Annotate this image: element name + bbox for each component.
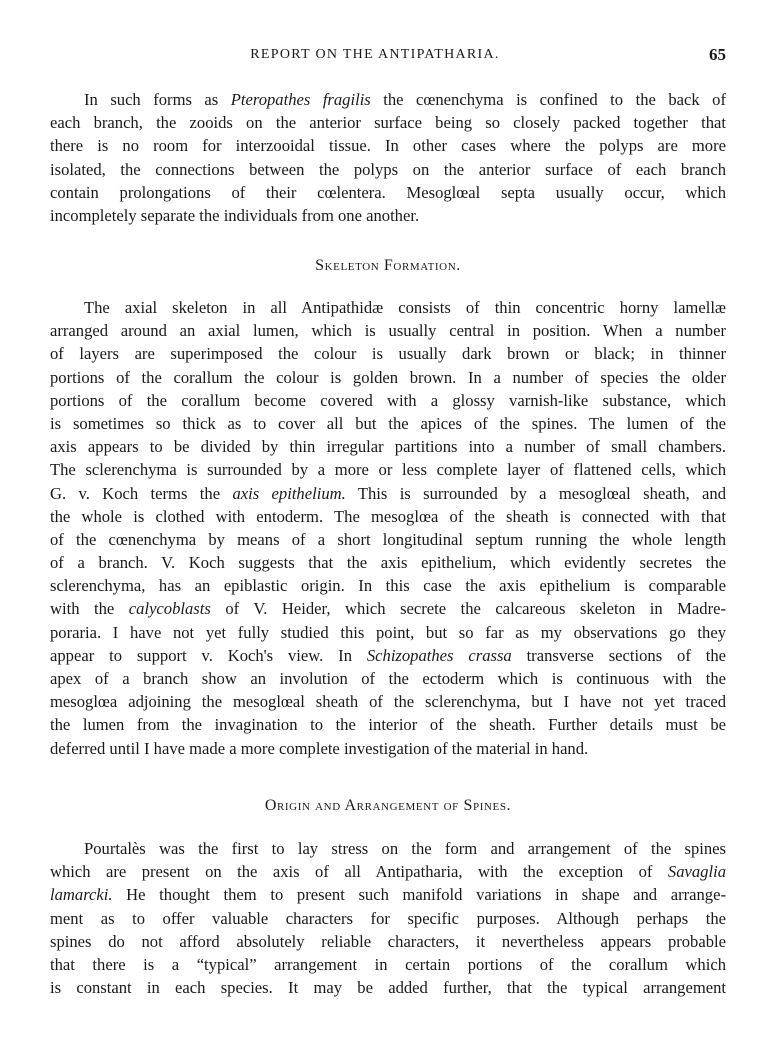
text-line [50,366,726,389]
text-span: the lumen from the invagination to the interior of the sheath. Further details must be [50,715,726,735]
text-span: spines do not afford absolutely reliable characters, it nevertheless appears probable [50,931,726,951]
paragraph [50,837,726,999]
text-line [50,319,726,342]
text-span: is constant in each species. It may be added further, that the typical arrangement [50,978,726,998]
text-span: portions of the corallum the colour is golden brown. In a number of species the older [50,367,726,387]
text-span: there is no room for interzooidal tissue. In other cases where the polyps are more [50,136,726,156]
text-span: poraria. I have not yet fully studied this point, but so far as my observations go they [50,622,726,642]
italic-text: calycoblasts [128,599,211,619]
text-span: arranged around an axial lumen, which is usually central in position. When a number [50,321,726,341]
italic-text: Pteropathes fragilis [230,90,371,109]
text-line [50,181,726,204]
text-line [50,528,726,551]
text-span: incompletely separate the individuals from one another. [50,205,420,225]
text-span: G. v. Koch terms the [50,483,233,503]
text-line [50,158,726,181]
text-line [50,976,726,999]
text-span: the cœnenchyma is confined to the back of [370,90,726,109]
text-span: that there is a “typical” arrangement in certain portions of the corallum which [50,954,726,974]
text-line [50,597,726,620]
text-span: isolated, the connections between the polyps on the anterior surface of each branch [50,159,726,179]
text-line [50,907,726,930]
text-line [50,111,726,134]
paragraph [50,88,726,227]
text-line [50,412,726,435]
text-line [50,574,726,597]
text-span: transverse sections of the [511,645,726,665]
text-line [50,204,726,227]
text-line [50,482,726,505]
text-line [50,930,726,953]
text-span: In such forms as [84,90,231,109]
italic-text: Schizopathes crassa [366,645,512,665]
text-span: portions of the corallum become covered with a glossy varnish-like substance, which [50,390,726,410]
running-header [0,47,776,69]
text-line [50,505,726,528]
text-span: mesoglœa adjoining the mesoglœal sheath of the sclerenchyma, but I have not yet traced [50,692,726,712]
text-span: ment as to offer valuable characters for specific purposes. Although perhaps the [50,908,726,928]
text-line [50,860,726,883]
italic-text: axis epithelium. [232,483,346,503]
text-span: The axial skeleton in all Antipathidæ consists of thin concentric horny lamellæ [84,298,726,317]
text-span: with the [50,599,129,619]
section-heading: Skeleton Formation. [315,257,461,274]
italic-text: lamarcki. [50,885,113,905]
text-span: deferred until I have made a more complete investigation of the material in hand. [50,738,589,758]
text-line [50,134,726,157]
text-line [50,296,726,319]
text-line [50,342,726,365]
text-span: axis appears to be divided by thin irregular partitions into a number of small chambers. [50,437,726,457]
page-number: 65 [709,45,726,64]
text-line [50,551,726,574]
text-span: apex of a branch show an involution of the ectoderm which is continuous with the [50,669,726,688]
text-line [50,389,726,412]
text-span: of V. Heider, which secrete the calcareous skeleton in Madre- [210,599,726,619]
text-span: sclerenchyma, has an epiblastic origin. In this case the axis epithelium is comparable [50,576,726,596]
text-span: This is surrounded by a mesoglœal sheath, and [345,483,726,503]
text-span: appear to support v. Koch's view. In [50,645,367,665]
text-span: contain prolongations of their cœlentera. Mesoglœal septa usually occur, which [50,182,726,202]
italic-text: Savaglia [667,862,726,882]
text-line [50,458,726,481]
text-line [50,883,726,906]
text-span: the whole is clothed with entoderm. The mesoglœa of the sheath is connected with that [50,506,726,526]
text-line [50,644,726,667]
text-span: Pourtalès was the first to lay stress on the form and arrangement of the spines [84,839,726,858]
text-line [50,621,726,644]
text-span: which are present on the axis of all Antipatharia, with the exception of [50,862,668,882]
section-heading: Origin and Arrangement of Spines. [264,797,512,814]
text-line [50,435,726,458]
text-span: of the cœnenchyma by means of a short longitudinal septum running the whole length [50,529,726,549]
text-span: each branch, the zooids on the anterior surface being so closely packed together that [50,113,726,133]
text-span: of a branch. V. Koch suggests that the axis epithelium, which evidently secretes the [50,553,726,573]
text-span: is sometimes so thick as to cover all but the apices of the spines. The lumen of the [50,413,726,433]
text-span: of layers are superimposed the colour is usually dark brown or black; in thinner [50,344,726,364]
paragraph [50,296,726,760]
text-line [50,737,726,760]
text-line [50,690,726,713]
text-line [50,88,726,111]
text-span: He thought them to present such manifold variations in shape and arrange- [112,885,726,905]
text-line [50,953,726,976]
text-line [50,667,726,690]
text-line [50,837,726,860]
text-line [50,713,726,736]
text-span: The sclerenchyma is surrounded by a more or less complete layer of flattened cells, which [50,460,726,480]
running-title: REPORT ON THE ANTIPATHARIA. [250,47,500,62]
